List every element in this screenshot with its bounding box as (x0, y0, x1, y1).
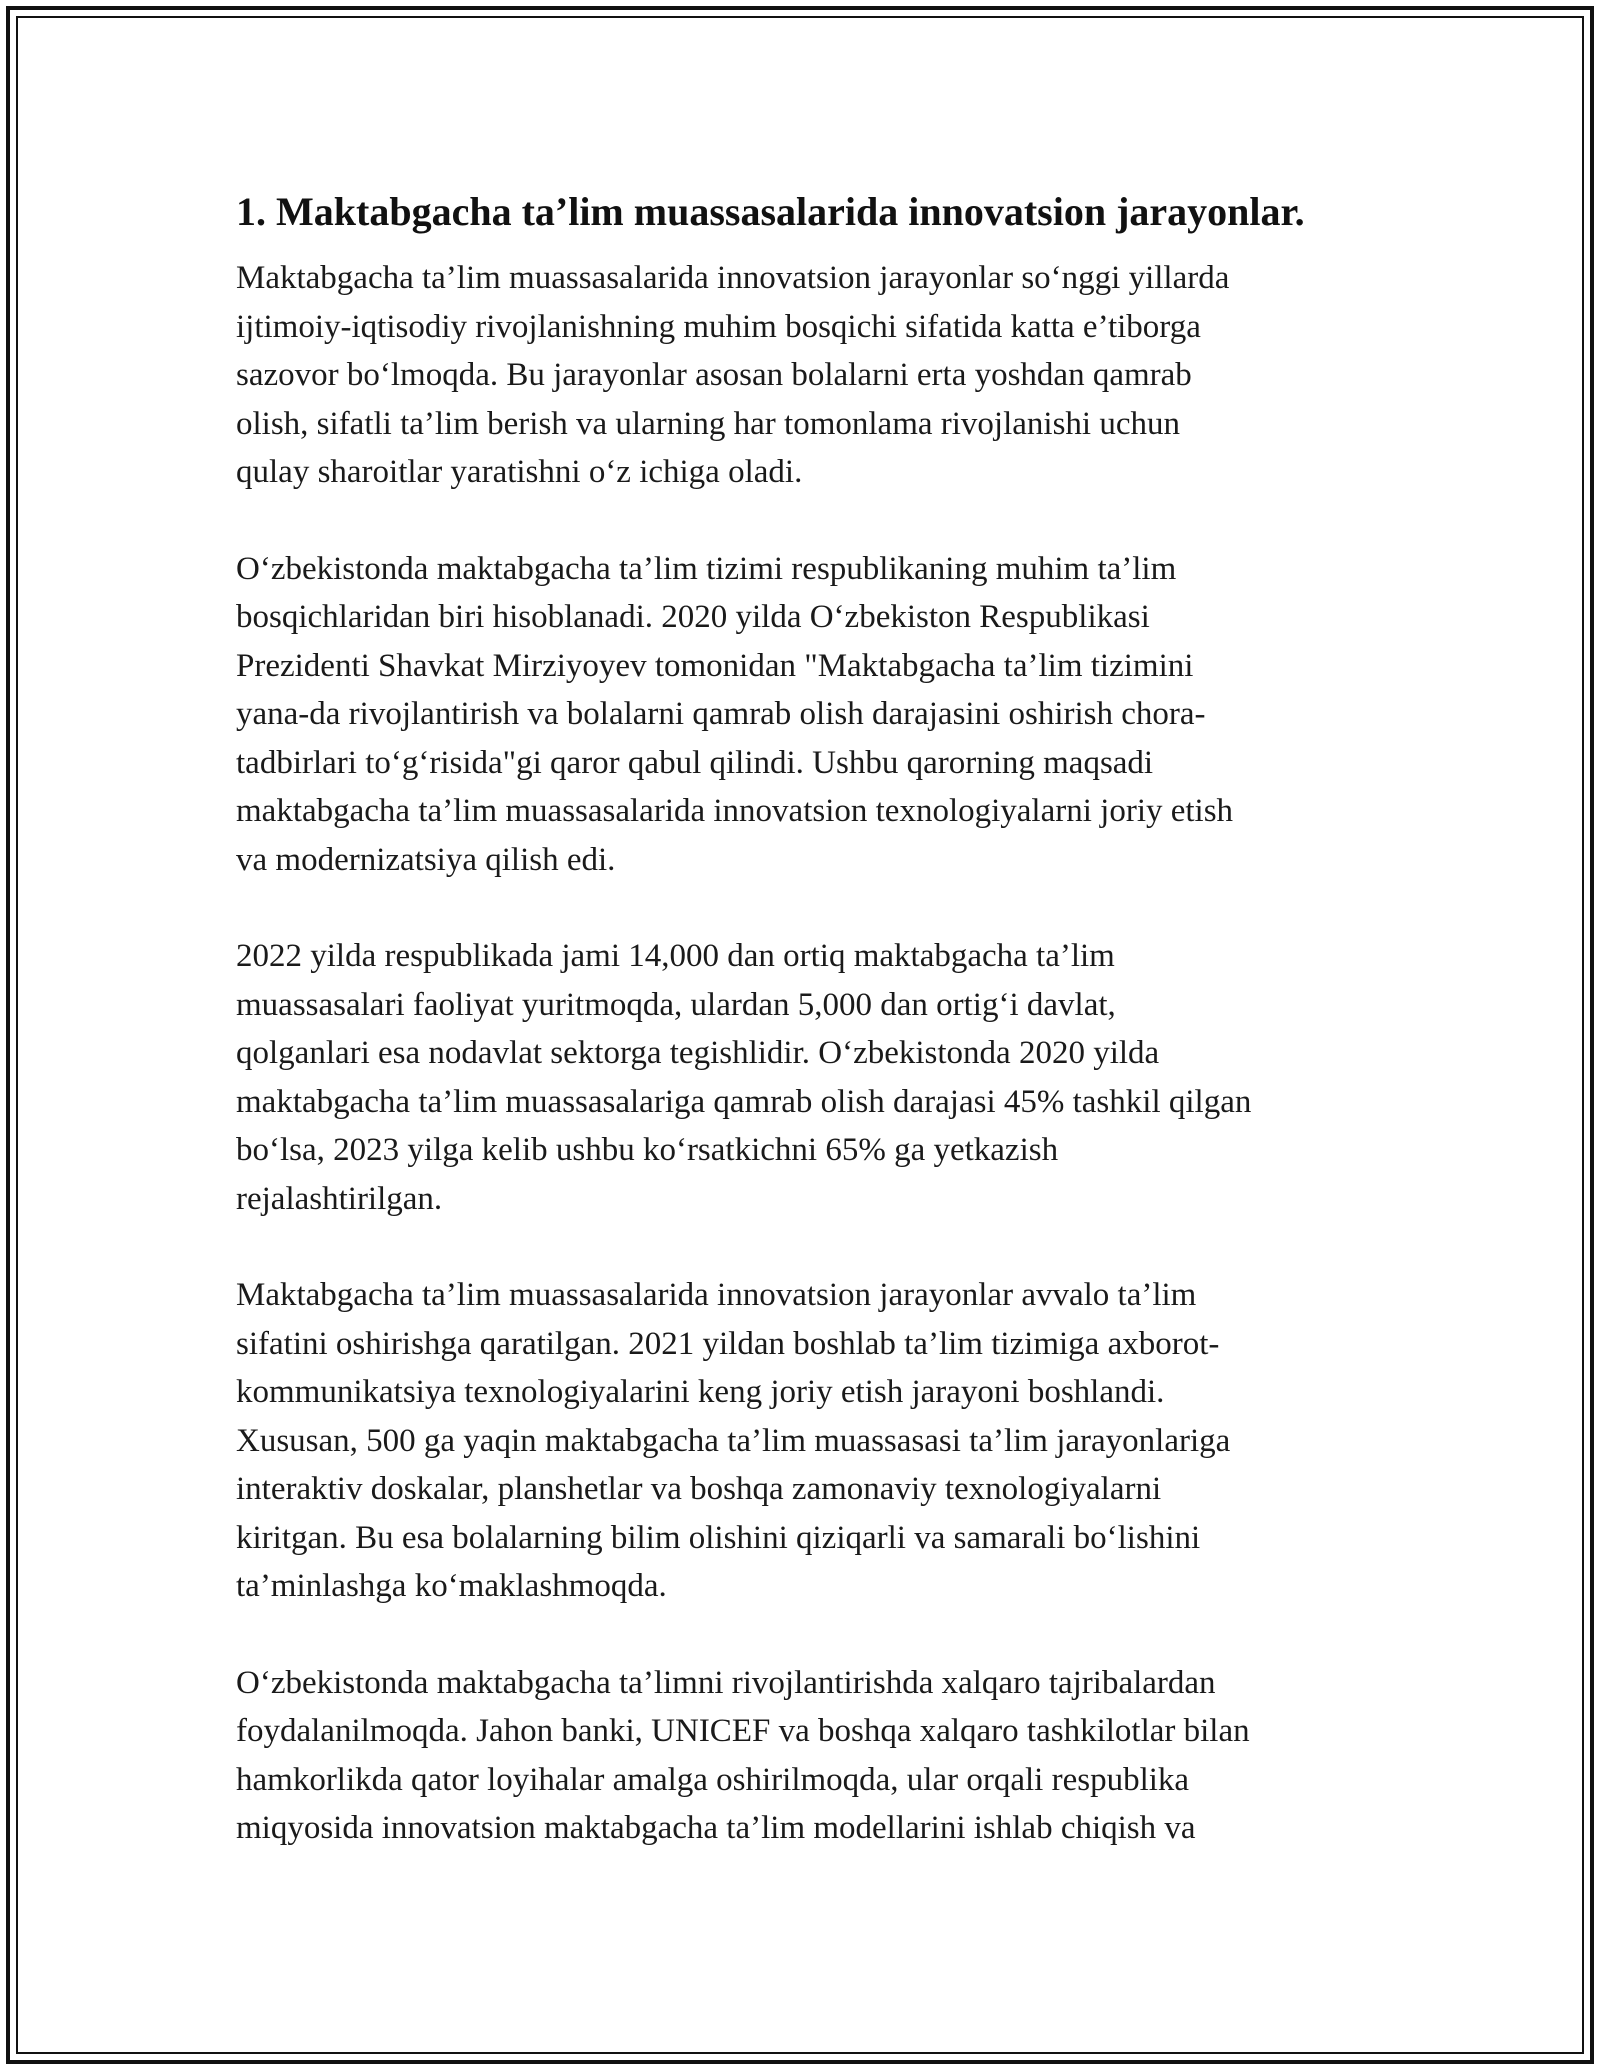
text-line: Maktabgacha ta’lim muassasalarida innovatsion jarayonlar avvalo ta’lim (236, 1277, 1197, 1313)
text-line: miqyosida innovatsion maktabgacha ta’lim modellarini ishlab chiqish va (236, 1810, 1196, 1846)
text-line: va modernizatsiya qilish edi. (236, 841, 616, 878)
text-line: kommunikatsiya texnologiyalarini keng joriy etish jarayoni boshlandi. (236, 1374, 1165, 1410)
text-line: yana-da rivojlantirish va bolalarni qamrab olish darajasini oshirish chora- (236, 696, 1206, 732)
text-line: bo‘lsa, 2023 yilga kelib ushbu ko‘rsatkichni 65% ga yetkazish (236, 1132, 1059, 1168)
text-line: hamkorlikda qator loyihalar amalga oshirilmoqda, ular orqali respublika (236, 1761, 1190, 1798)
text-line: bosqichlaridan biri hisoblanadi. 2020 yilda O‘zbekiston Respublikasi (236, 599, 1150, 635)
paragraph-3 (236, 932, 1366, 1223)
paragraph-1 (236, 254, 1366, 497)
paragraph-2 (236, 545, 1366, 885)
text-line: olish, sifatli ta’lim berish va ularning har tomonlama rivojlanishi uchun (236, 405, 1180, 442)
text-line: 2022 yilda respublikada jami 14,000 dan ortiq maktabgacha ta’lim (236, 938, 1115, 974)
text-line: qolganlari esa nodavlat sektorga tegishlidir. O‘zbekistonda 2020 yilda (236, 1035, 1160, 1071)
paragraph-4 (236, 1271, 1366, 1611)
text-line: O‘zbekistonda maktabgacha ta’lim tizimi respublikaning muhim ta’lim (236, 550, 1177, 587)
text-line: muassasalari faoliyat yuritmoqda, ulardan 5,000 dan ortig‘i davlat, (236, 986, 1116, 1023)
text-line: O‘zbekistonda maktabgacha ta’limni rivojlantirishda xalqaro tajribalardan (236, 1664, 1216, 1701)
text-line: sifatini oshirishga qaratilgan. 2021 yildan boshlab ta’lim tizimiga axborot- (236, 1325, 1220, 1362)
text-line: maktabgacha ta’lim muassasalarida innovatsion texnologiyalarni joriy etish (236, 793, 1234, 829)
text-line: foydalanilmoqda. Jahon banki, UNICEF va boshqa xalqaro tashkilotlar bilan (236, 1713, 1250, 1749)
text-line: kiritgan. Bu esa bolalarning bilim olishini qiziqarli va samarali bo‘lishini (236, 1519, 1201, 1556)
text-line: ta’minlashga ko‘maklashmoqda. (236, 1568, 667, 1604)
text-line: sazovor bo‘lmoqda. Bu jarayonlar asosan bolalarni erta yoshdan qamrab (236, 357, 1192, 393)
text-line: qulay sharoitlar yaratishni o‘z ichiga oladi. (236, 454, 803, 490)
text-line: interaktiv doskalar, planshetlar va boshqa zamonaviy texnologiyalarni (236, 1471, 1162, 1507)
document-body (236, 186, 1366, 1901)
text-line: rejalashtirilgan. (236, 1180, 443, 1217)
text-line: Xususan, 500 ga yaqin maktabgacha ta’lim muassasasi ta’lim jarayonlariga (236, 1422, 1231, 1459)
text-line: Maktabgacha ta’lim muassasalarida innovatsion jarayonlar so‘nggi yillarda (236, 260, 1230, 296)
paragraph-5 (236, 1659, 1366, 1853)
section-heading: 1. Maktabgacha ta’lim muassasalarida innovatsion jarayonlar. (236, 189, 1305, 234)
text-line: ijtimoiy-iqtisodiy rivojlanishning muhim bosqichi sifatida katta e’tiborga (236, 308, 1201, 345)
text-line: tadbirlari to‘g‘risida"gi qaror qabul qilindi. Ushbu qarorning maqsadi (236, 744, 1154, 781)
text-line: maktabgacha ta’lim muassasalariga qamrab olish darajasi 45% tashkil qilgan (236, 1083, 1252, 1120)
text-line: Prezidenti Shavkat Mirziyoyev tomonidan "Maktabgacha ta’lim tizimini (236, 647, 1194, 684)
